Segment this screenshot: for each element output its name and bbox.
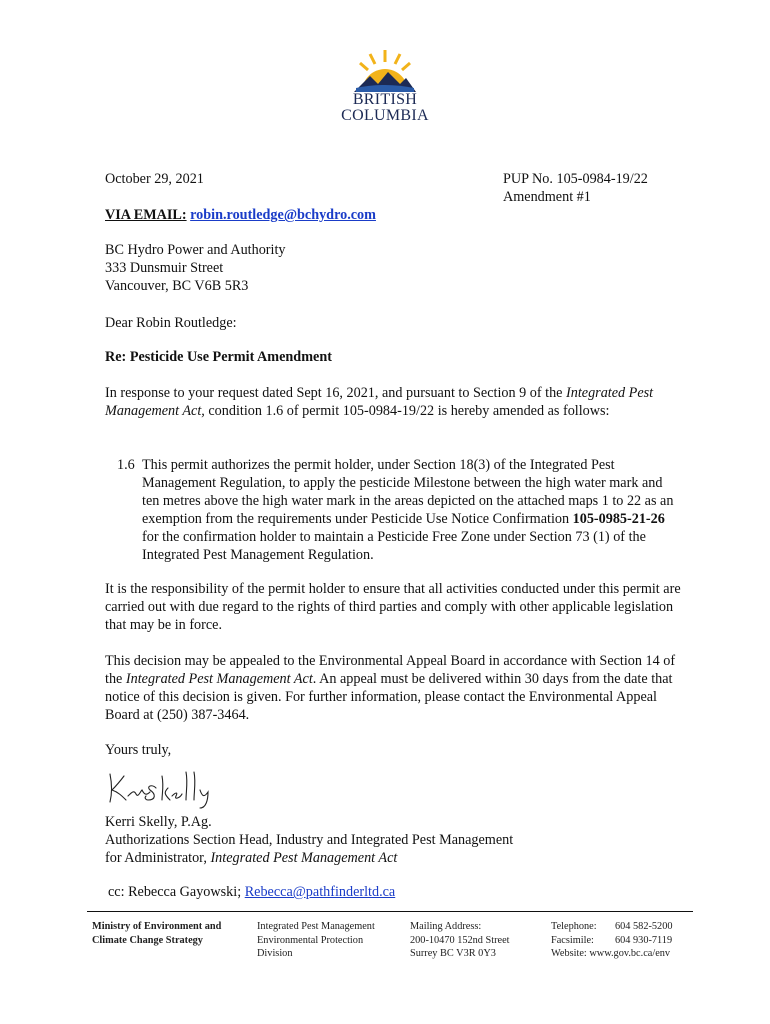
footer-mail-line-1: 200-10470 152nd Street bbox=[410, 934, 510, 946]
condition-text-1: This permit authorizes the permit holder, under Section 18(3) of the Integrated Pest Management Regulation, to apply the pesticide Milestone between the high water mark and ten metres above the high water mark in the areas depicted on the attached maps 1 to 22 as an exemption from the requirements under Pesticide Use Notice Confirmation bbox=[142, 457, 674, 527]
recipient-email-link[interactable]: robin.routledge@bchydro.com bbox=[190, 207, 376, 223]
logo-line-2: COLUMBIA bbox=[341, 107, 429, 124]
condition-paragraph bbox=[117, 456, 677, 564]
footer-tel-label: Telephone: bbox=[551, 921, 597, 932]
footer-divider bbox=[87, 911, 693, 912]
subject-line: Re: Pesticide Use Permit Amendment bbox=[105, 349, 332, 365]
condition-number: 1.6 bbox=[117, 457, 135, 473]
footer-branch-line-3: Division bbox=[257, 948, 293, 959]
recipient-line-1: BC Hydro Power and Authority bbox=[105, 242, 286, 258]
permit-number: PUP No. 105-0984-19/22 bbox=[503, 171, 648, 187]
cc-line bbox=[108, 883, 395, 901]
confirmation-number: 105-0985-21-26 bbox=[572, 511, 665, 527]
cc-email-link[interactable]: Rebecca@pathfinderltd.ca bbox=[244, 884, 396, 900]
intro-text-1: In response to your request dated Sept 16, 2021, and pursuant to Section 9 of the bbox=[105, 385, 567, 401]
footer-tel-value: 604 582-5200 bbox=[615, 921, 673, 932]
footer-branch-line-2: Environmental Protection bbox=[257, 934, 364, 946]
amendment-number: Amendment #1 bbox=[503, 189, 591, 205]
footer-contact bbox=[551, 920, 673, 961]
cc-label: cc: Rebecca Gayowski; bbox=[108, 884, 242, 900]
signer-for-act: Integrated Pest Management Act bbox=[210, 850, 398, 866]
closing: Yours truly, bbox=[105, 742, 172, 758]
via-email-label: VIA EMAIL: bbox=[105, 207, 187, 223]
footer-mail-line-2: Surrey BC V3R 0Y3 bbox=[410, 948, 496, 959]
footer-ministry bbox=[92, 920, 221, 947]
footer-fax-label: Facsimile: bbox=[551, 934, 594, 946]
appeal-act-name: Integrated Pest Management Act bbox=[125, 671, 313, 687]
footer-telephone bbox=[551, 920, 673, 934]
handwritten-signature bbox=[104, 766, 224, 810]
logo-wordmark bbox=[330, 92, 440, 124]
via-email-line bbox=[105, 206, 376, 224]
appeal-text-2: . An appeal must be delivered within 30 days from the date that notice of this decision is given. For further information, please contact the Environmental Appeal Board at (250) 387-3464. bbox=[105, 671, 673, 723]
letter-date: October 29, 2021 bbox=[105, 171, 204, 187]
signer-for-prefix: for Administrator, bbox=[105, 850, 211, 866]
signer-name: Kerri Skelly, P.Ag. bbox=[105, 814, 212, 830]
footer-ministry-line-1: Ministry of Environment and bbox=[92, 921, 222, 932]
intro-paragraph bbox=[105, 384, 680, 420]
footer-ministry-line-2: Climate Change Strategy bbox=[92, 934, 203, 946]
footer-mailing-address bbox=[410, 920, 510, 961]
footer-branch-line-1: Integrated Pest Management bbox=[257, 921, 375, 932]
footer-website[interactable]: Website: www.gov.bc.ca/env bbox=[551, 948, 671, 959]
recipient-line-3: Vancouver, BC V6B 5R3 bbox=[105, 278, 249, 294]
logo-line-1: BRITISH bbox=[352, 91, 418, 108]
permit-reference bbox=[503, 170, 648, 206]
footer-facsimile bbox=[551, 934, 673, 948]
intro-act-name: Integrated Pest Management Act, bbox=[105, 385, 654, 419]
recipient-line-2: 333 Dunsmuir Street bbox=[105, 260, 224, 276]
bc-logo-icon bbox=[340, 48, 430, 94]
appeal-paragraph bbox=[105, 652, 685, 724]
footer-mail-label: Mailing Address: bbox=[410, 921, 482, 932]
salutation: Dear Robin Routledge: bbox=[105, 315, 237, 331]
footer-branch bbox=[257, 920, 375, 961]
intro-text-2: condition 1.6 of permit 105-0984-19/22 is hereby amended as follows: bbox=[204, 403, 610, 419]
responsibility-paragraph: It is the responsibility of the permit holder to ensure that all activities conducted under this permit are carried out with due regard to the rights of third parties and comply with other applicable legislation that may be in force. bbox=[105, 581, 681, 633]
signer-title: Authorizations Section Head, Industry and Integrated Pest Management bbox=[105, 832, 514, 848]
signer-block bbox=[105, 813, 513, 867]
condition-text-2: for the confirmation holder to maintain a Pesticide Free Zone under Section 73 (1) of the Integrated Pest Management Regulation. bbox=[142, 529, 646, 563]
appeal-text-1: This decision may be appealed to the Environmental Appeal Board in accordance with Section 14 of the bbox=[105, 653, 676, 687]
recipient-address bbox=[105, 241, 286, 295]
signer-for-line bbox=[105, 849, 513, 867]
footer-fax-value: 604 930-7119 bbox=[615, 934, 673, 946]
